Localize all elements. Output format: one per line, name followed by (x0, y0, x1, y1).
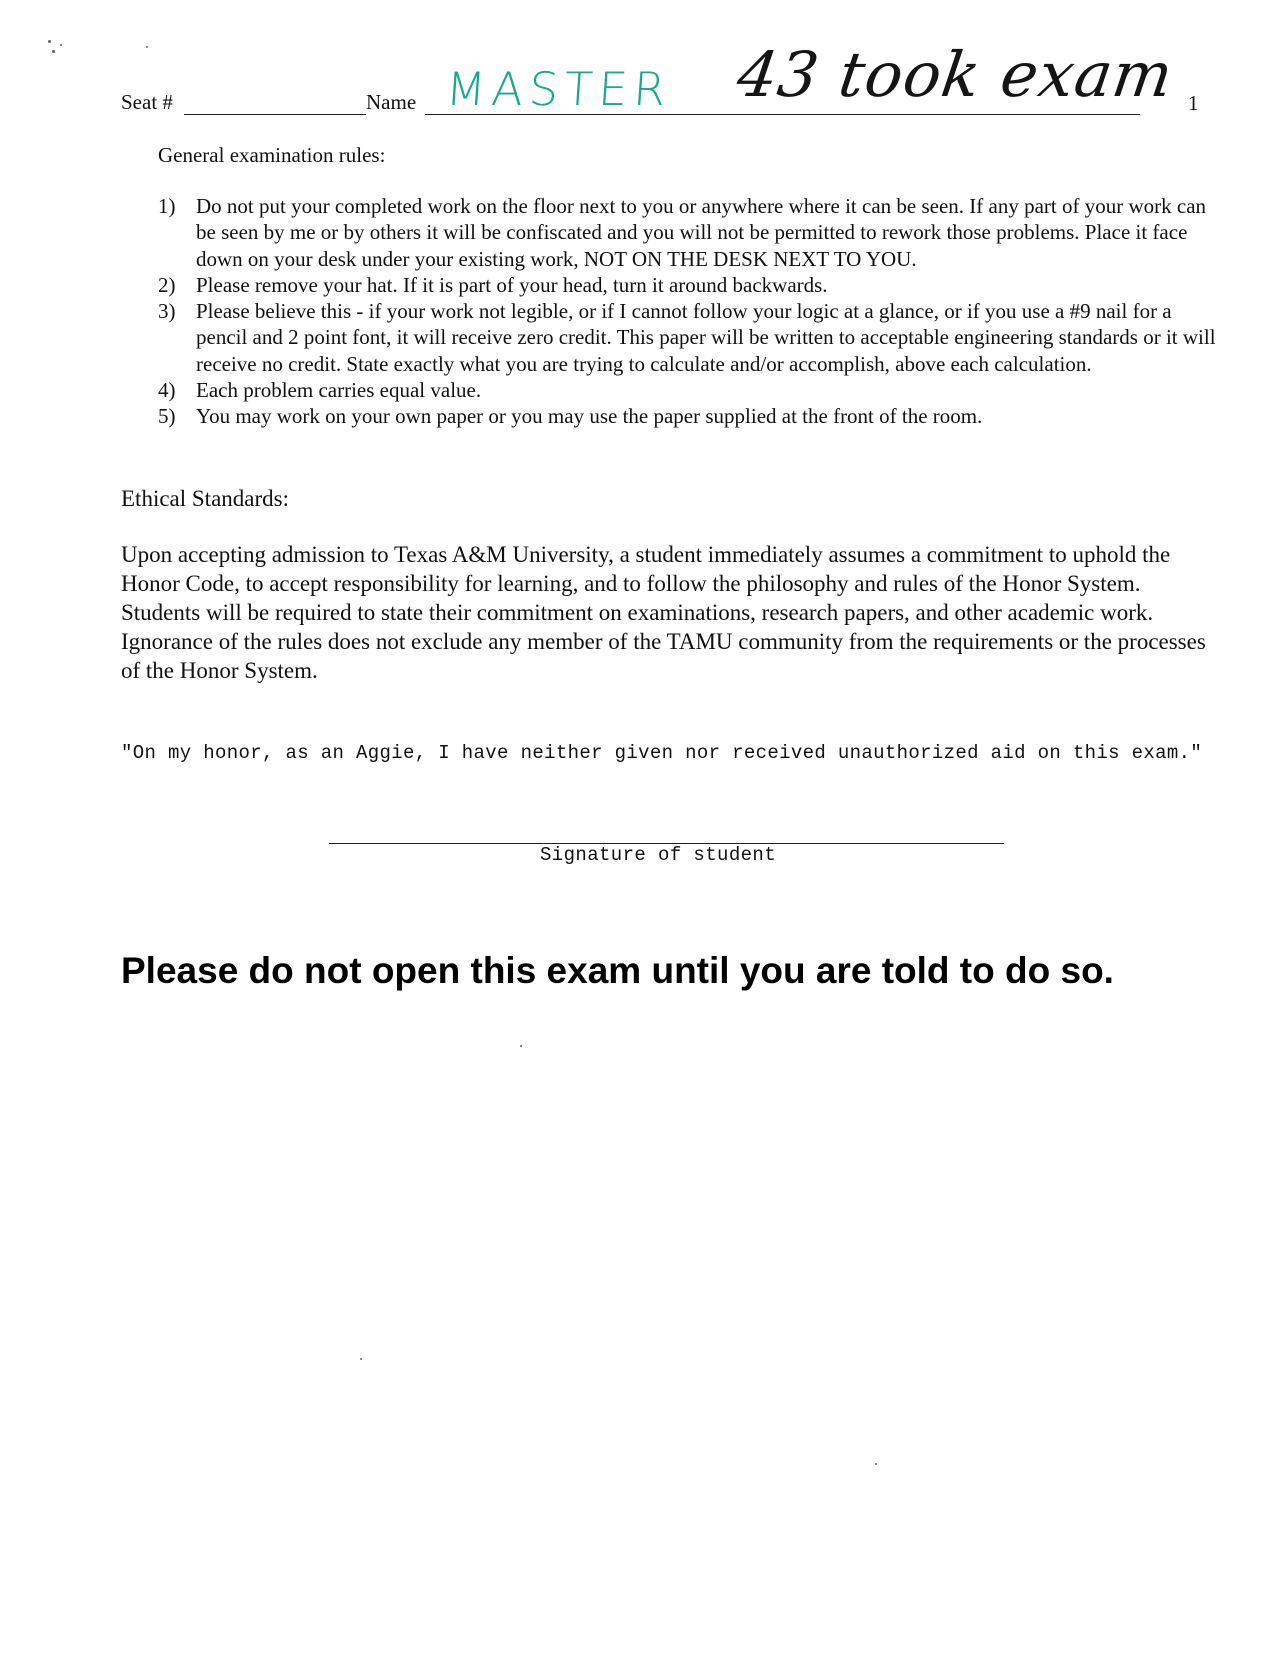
rule-number: 1) (158, 194, 176, 218)
honor-pledge: "On my honor, as an Aggie, I have neither given nor received unauthorized aid on this exam." (121, 742, 1203, 764)
signature-caption: Signature of student (540, 844, 777, 866)
scan-speck (875, 1463, 877, 1465)
handwritten-note: 43 took exam (732, 38, 1178, 111)
handwritten-name: MASTER (444, 62, 674, 116)
rule-text: Do not put your completed work on the floor next to you or anywhere where it can be seen. If any part of your work can be seen by me or by others it will be confiscated and you will not be permitted to rework those problems. Place it face down on your desk under your existing work, NOT ON THE DESK NEXT TO YOU. (196, 194, 1207, 271)
rule-item (158, 377, 1218, 403)
rule-item (158, 403, 1218, 429)
scan-speck (146, 46, 148, 48)
name-label: Name (366, 90, 417, 114)
rule-item (158, 298, 1218, 377)
ethics-paragraph: Upon accepting admission to Texas A&M University, a student immediately assumes a commitment to uphold the Honor Code, to accept responsibility for learning, and to follow the philosophy and rules of the Honor System. Students will be required to state their commitment on examinations, research papers, and other academic work. Ignorance of the rules does not exclude any member of the TAMU community from the requirements or the processes of the Honor System. (121, 542, 1206, 683)
scan-speck (60, 44, 62, 46)
seat-label: Seat # (121, 90, 173, 114)
rule-item (158, 193, 1218, 272)
exam-header (0, 0, 1280, 130)
rule-text: Each problem carries equal value. (196, 378, 482, 403)
rule-number: 5) (158, 404, 176, 429)
rule-text: Please remove your hat. If it is part of your head, turn it around backwards. (196, 272, 828, 297)
rules-list (158, 193, 1218, 430)
scan-speck (520, 1045, 522, 1047)
rule-item (158, 272, 1218, 298)
page-number: 1 (1188, 91, 1199, 115)
rules-heading: General examination rules: (158, 143, 386, 167)
rule-number: 2) (158, 272, 176, 297)
ethics-heading: Ethical Standards: (121, 486, 289, 511)
seat-number-field[interactable] (184, 114, 366, 115)
scan-speck (52, 50, 55, 53)
scan-speck (48, 40, 51, 43)
rule-text: Please believe this - if your work not legible, or if I cannot follow your logic at a glance, or if you use a #9 nail for a pencil and 2 point font, it will receive zero credit. This paper will be written to acceptable engineering standards or it will receive no credit. State exactly what you are trying to calculate and/or accomplish, above each calculation. (196, 299, 1216, 376)
scan-speck (360, 1358, 362, 1360)
do-not-open-instruction: Please do not open this exam until you are told to do so. (121, 950, 1114, 991)
rule-number: 4) (158, 378, 176, 403)
rule-number: 3) (158, 299, 176, 324)
rule-text: You may work on your own paper or you may use the paper supplied at the front of the room. (196, 404, 983, 429)
